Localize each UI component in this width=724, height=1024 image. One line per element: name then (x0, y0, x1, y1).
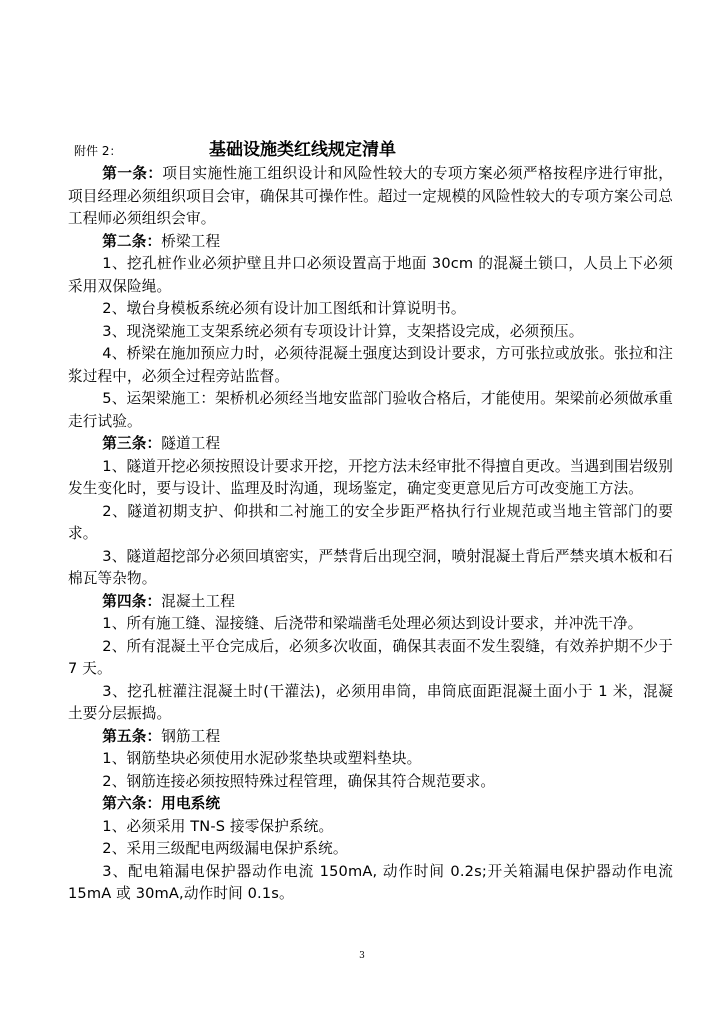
article-2-item-5: 5、运架梁施工：架桥机必须经当地安监部门验收合格后，才能使用。架梁前必须做承重走行试验。 (68, 390, 673, 430)
article-4-title: 混凝土工程 (161, 592, 236, 610)
article-6-item-1: 1、必须采用 TN-S 接零保护系统。 (102, 817, 334, 835)
article-2-heading (68, 231, 673, 254)
article-5-heading (68, 726, 673, 749)
article-3-label: 第三条： (102, 435, 162, 452)
article-3-title: 隧道工程 (161, 435, 221, 452)
article-6-label: 第六条： (102, 795, 162, 812)
article-4-label: 第四条： (102, 592, 162, 610)
article-5-item-1: 1、钢筋垫块必须使用水泥砂浆垫块或塑料垫块。 (102, 750, 422, 767)
document-header (74, 139, 674, 163)
article-5-title: 钢筋工程 (161, 727, 221, 745)
article-2-item-4: 4、桥梁在施加预应力时，必须待混凝土强度达到设计要求，方可张拉或放张。张拉和注浆过程中，必须全过程旁站监督。 (68, 345, 673, 385)
article-2-item-1: 1、挖孔桩作业必须护壁且井口必须设置高于地面 30cm 的混凝土锁口，人员上下必须采用双保险绳。 (68, 255, 673, 295)
article-2-item-3: 3、现浇梁施工支架系统必须有专项设计计算，支架搭设完成，必须预压。 (102, 322, 584, 340)
article-4-item-2: 2、所有混凝土平仓完成后，必须多次收面，确保其表面不发生裂缝，有效养护期不少于 7 天。 (68, 637, 673, 677)
article-3-heading (68, 433, 673, 456)
article-5-item-2: 2、钢筋连接必须按照特殊过程管理，确保其符合规范要求。 (102, 772, 496, 790)
article-3-item-3: 3、隧道超挖部分必须回填密实，严禁背后出现空洞，喷射混凝土背后严禁夹填木板和石棉瓦等杂物。 (68, 547, 673, 587)
article-6-heading (68, 793, 673, 816)
article-4-heading (68, 591, 673, 614)
article-2-label: 第二条： (102, 232, 162, 250)
article-2-item-2: 2、墩台身模板系统必须有设计加工图纸和计算说明书。 (102, 300, 466, 317)
article-1-text: 项目实施性施工组织设计和风险性较大的专项方案必须严格按程序进行审批，项目经理必须组织项目会审，确保其可操作性。超过一定规模的风险性较大的专项方案公司总工程师必须组织会审。 (68, 165, 673, 227)
document-title: 基础设施类红线规定清单 (209, 140, 396, 160)
article-4-item-1: 1、所有施工缝、湿接缝、后浇带和梁端凿毛处理必须达到设计要求，并冲洗干净。 (102, 615, 643, 632)
article-6-title: 用电系统 (161, 795, 221, 812)
article-2-title: 桥梁工程 (161, 232, 221, 250)
attachment-label: 附件 2： (74, 144, 122, 158)
article-3-item-2: 2、隧道初期支护、仰拱和二衬施工的安全步距严格执行行业规范或当地主管部门的要求。 (68, 502, 673, 542)
article-3-item-1: 1、隧道开挖必须按照设计要求开挖，开挖方法未经审批不得擅自更改。当遇到围岩级别发生变化时，要与设计、监理及时沟通，现场鉴定，确定变更意见后方可改变施工方法。 (68, 457, 673, 497)
article-1 (68, 163, 673, 231)
article-6-item-2: 2、采用三级配电两级漏电保护系统。 (102, 840, 348, 857)
page-number: 3 (359, 951, 365, 961)
document-body (68, 163, 673, 906)
article-1-label: 第一条： (102, 165, 163, 182)
article-4-item-3: 3、挖孔桩灌注混凝土时(干灌法)，必须用串筒，串筒底面距混凝土面小于 1 米，混凝土要分层振捣。 (68, 682, 673, 722)
article-6-item-3: 3、配电箱漏电保护器动作电流 150mA, 动作时间 0.2s;开关箱漏电保护器动作电流 15mA 或 30mA,动作时间 0.1s。 (68, 862, 673, 902)
article-5-label: 第五条： (102, 727, 162, 745)
